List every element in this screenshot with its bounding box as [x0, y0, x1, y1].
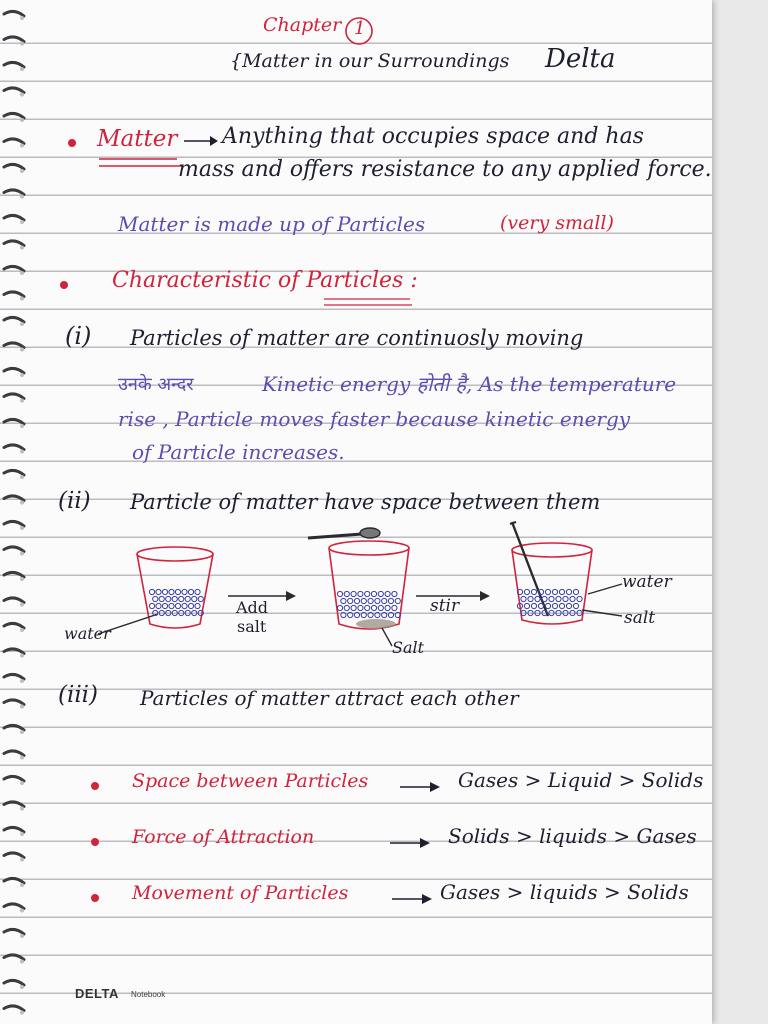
- pointer-salt-right: [582, 610, 622, 616]
- comparison-order: Solids > liquids > Gases: [448, 824, 697, 848]
- arrow-icon: [398, 780, 446, 794]
- chapter-title: {Matter in our Surroundings: [230, 50, 510, 72]
- bullet-characteristics: [60, 281, 68, 289]
- bullet-matter: [68, 139, 76, 147]
- chapter-number: 1: [354, 18, 366, 39]
- comparison-bullet: [91, 782, 99, 790]
- footer-brand: DELTA: [75, 986, 119, 1001]
- arrow-icon: [390, 892, 438, 906]
- arrow-icon: [388, 836, 436, 850]
- point-1-explain-line3: of Particle increases.: [132, 440, 345, 464]
- label-add: Add: [236, 598, 269, 617]
- particle-space-diagram: [40, 520, 680, 670]
- arrow-icon: [182, 134, 222, 148]
- point-1-explain-line1: Kinetic energy होती है, As the temperature: [262, 372, 677, 396]
- comparison-order: Gases > liquids > Solids: [440, 880, 689, 904]
- point-2-number: (ii): [58, 488, 91, 514]
- comparison-label: Movement of Particles: [132, 882, 349, 904]
- spiral-binding: [0, 0, 28, 1024]
- comparison-order: Gases > Liquid > Solids: [458, 768, 704, 792]
- matter-definition-line1: Anything that occupies space and has: [222, 124, 644, 149]
- point-3-text: Particles of matter attract each other: [140, 686, 519, 710]
- label-salt-right: salt: [624, 608, 656, 628]
- point-1-explain-line2: rise , Particle moves faster because kinetic energy: [118, 407, 631, 431]
- matter-note-paren: (very small): [500, 212, 614, 234]
- label-water-left: water: [64, 624, 111, 643]
- pointer-salt-bottom: [382, 628, 392, 646]
- matter-definition-line2: mass and offers resistance to any applied force.: [178, 157, 712, 182]
- label-water-right: water: [622, 572, 672, 592]
- label-salt-bottom: Salt: [392, 638, 425, 657]
- chapter-label: Chapter: [263, 14, 342, 36]
- point-2-text: Particle of matter have space between them: [130, 490, 601, 514]
- label-stir: stir: [430, 596, 460, 616]
- comparison-bullet: [91, 838, 99, 846]
- brand-signature: Delta: [545, 44, 616, 74]
- matter-underline: [97, 156, 187, 170]
- comparison-bullet: [91, 894, 99, 902]
- matter-term: Matter: [97, 126, 178, 152]
- spoon-icon: [308, 528, 380, 538]
- characteristics-heading: Characteristic of Particles :: [112, 268, 418, 293]
- point-1-text: Particles of matter are continuosly moving: [130, 326, 584, 350]
- point-1-number: (i): [65, 322, 92, 350]
- comparison-label: Space between Particles: [132, 770, 369, 792]
- pointer-water-right: [588, 584, 622, 594]
- footer-sub: Notebook: [131, 990, 166, 999]
- comparison-label: Force of Attraction: [132, 826, 315, 848]
- label-add-salt: salt: [237, 617, 267, 636]
- point-1-hindi-prefix: उनके अन्दर: [118, 374, 194, 395]
- point-3-number: (iii): [58, 682, 99, 708]
- particles-underline: [322, 296, 417, 308]
- matter-note: Matter is made up of Particles: [118, 212, 426, 236]
